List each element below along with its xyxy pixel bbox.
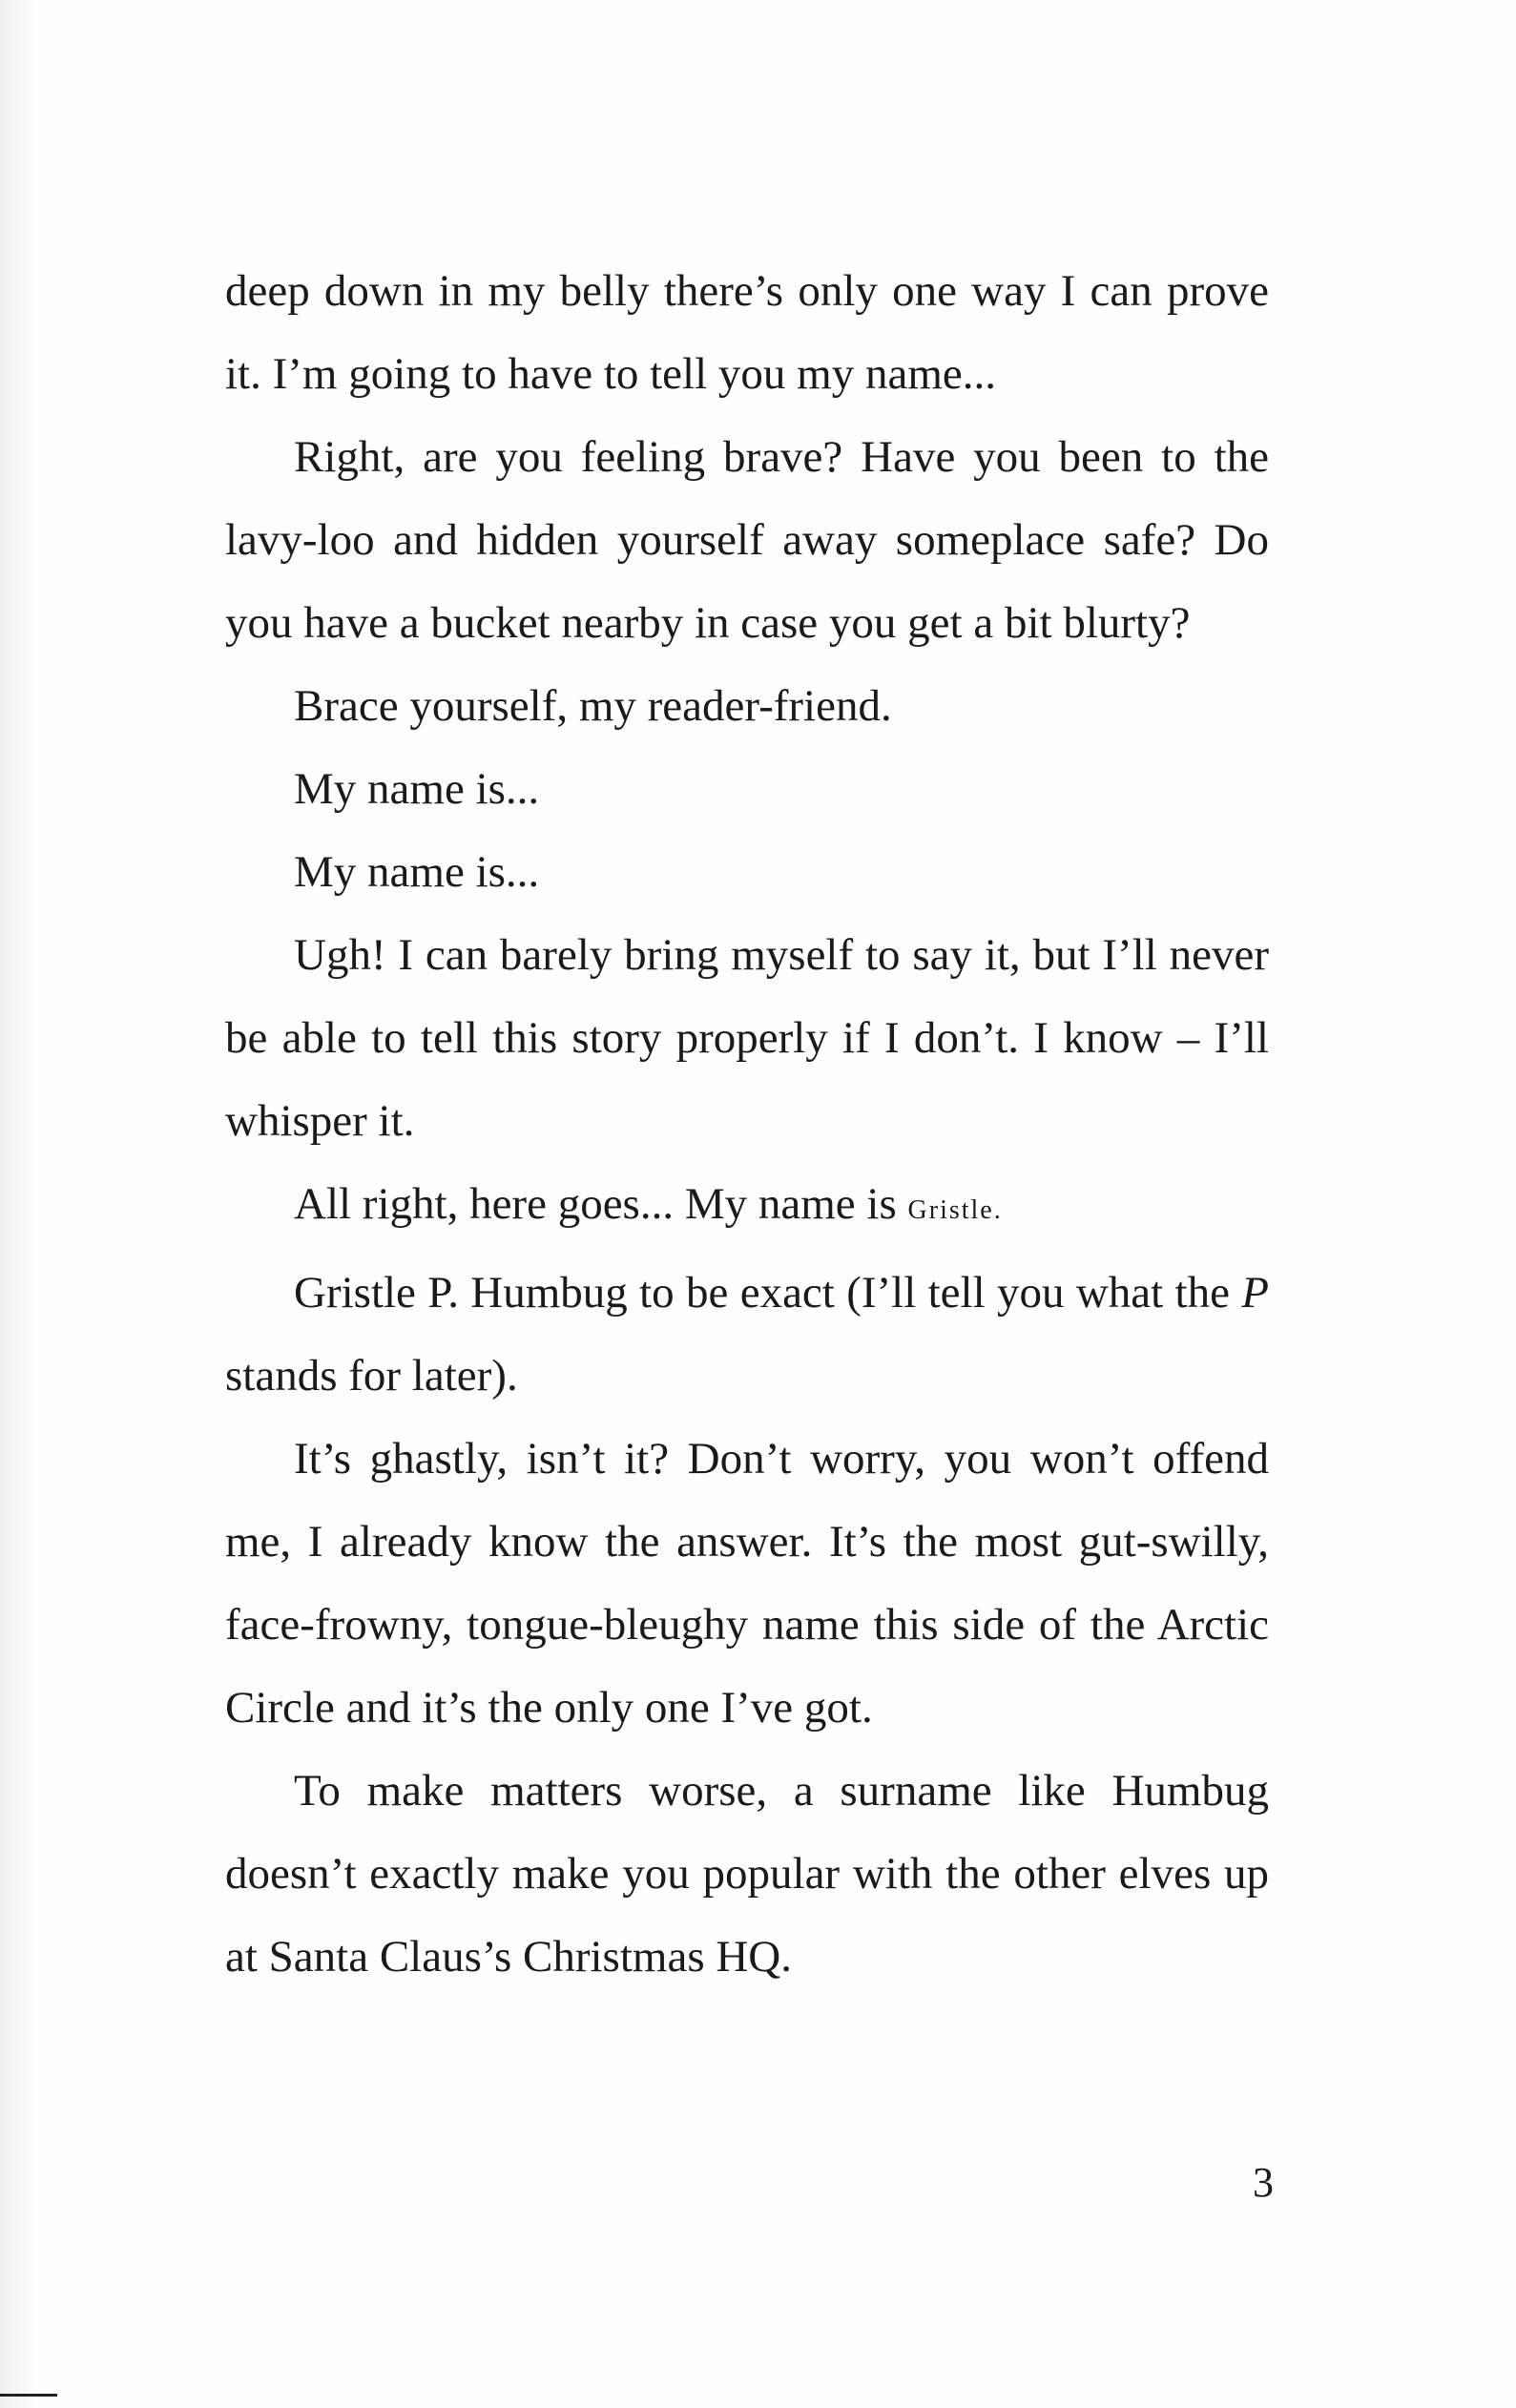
full-name-text: Gristle P. Humbug to be exact (I’ll tell you what the	[294, 1268, 1242, 1318]
italic-initial: P	[1241, 1268, 1269, 1318]
page-edge-mark	[0, 2394, 57, 2397]
paragraph: Brace yourself, my reader-friend.	[294, 681, 892, 731]
paragraph: It’s ghastly, isn’t it? Don’t worry, you won’t offend me, I already know the answer. It’s the most gut-swilly, face-frowny, tongue-bleughy name this side of the Arctic Circle and it’s the only one I’ve got.	[225, 1434, 1269, 1733]
paragraph: deep down in my belly there’s only one way I can prove it. I’m going to have to tell you my name...	[225, 266, 1269, 399]
full-name-paragraph	[225, 1252, 1269, 1418]
whisper-paragraph	[225, 1163, 1269, 1252]
paragraph: To make matters worse, a surname like Humbug doesn’t exactly make you popular with the other elves up at Santa Claus’s Christmas HQ.	[225, 1766, 1269, 1982]
paragraph: My name is...	[294, 847, 540, 897]
body-text	[225, 250, 1269, 1999]
whispered-name: Gristle.	[907, 1195, 1003, 1225]
paragraph: Ugh! I can barely bring myself to say it, but I’ll never be able to tell this story properly if I don’t. I know – I’ll whisper it.	[225, 930, 1269, 1146]
paragraph: Right, are you feeling brave? Have you been to the lavy-loo and hidden yourself away someplace safe? Do you have a bucket nearby in case you get a bit blurty?	[225, 432, 1269, 648]
whisper-lead-in: All right, here goes... My name is	[294, 1179, 908, 1229]
paragraph: My name is...	[294, 764, 540, 814]
page-number: 3	[1253, 2159, 1274, 2206]
full-name-tail: stands for later).	[225, 1351, 518, 1401]
page-gutter-shadow	[0, 0, 38, 2408]
